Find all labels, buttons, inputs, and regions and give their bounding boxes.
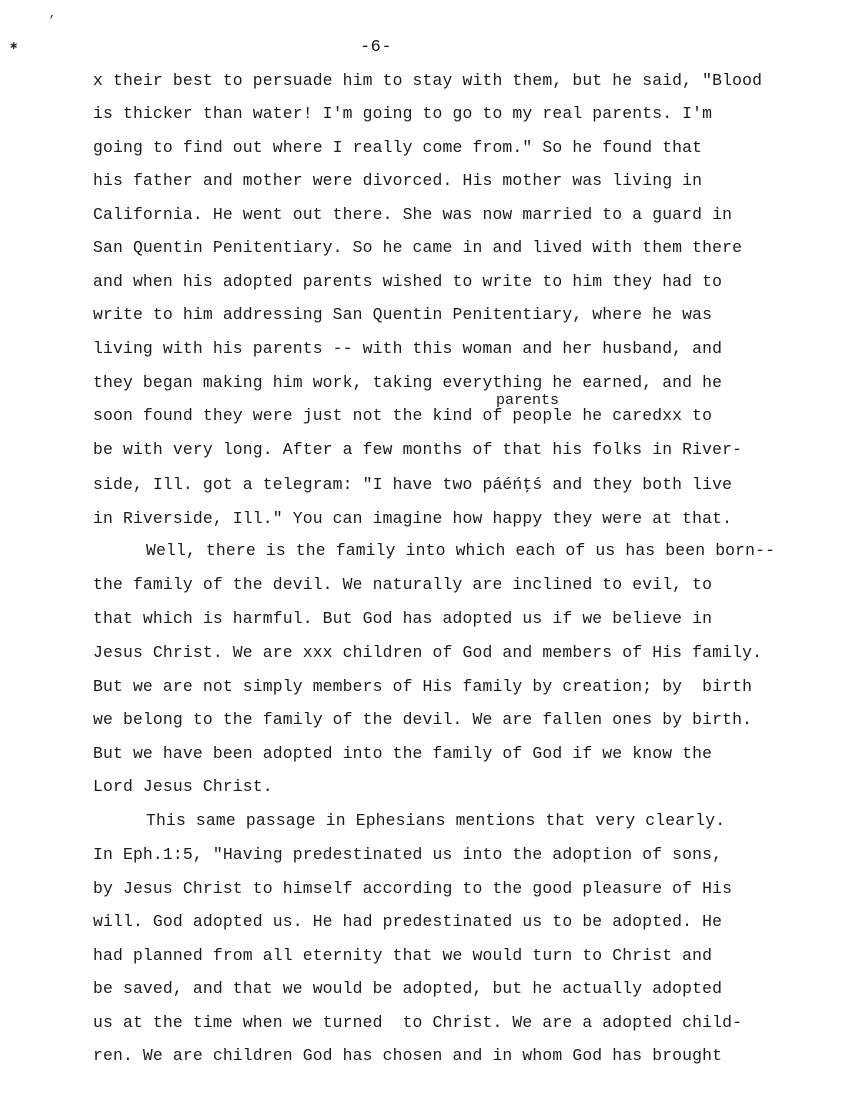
text-line: be with very long. After a few months of that his folks in River- [93,440,743,459]
text-line: had planned from all eternity that we would turn to Christ and [93,946,713,965]
text-line: living with his parents -- with this woman and her husband, and [93,339,723,358]
text-line: soon found they were just not the kind of people he caredxx to [93,406,713,425]
text-line: be saved, and that we would be adopted, but he actually adopted [93,979,723,998]
text-line: Jesus Christ. We are xxx children of God and members of His family. [93,643,763,662]
text-line: we belong to the family of the devil. We are fallen ones by birth. [93,710,753,729]
text-line: going to find out where I really come from." So he found that [93,138,703,157]
text-line: they began making him work, taking everything he earned, and he [93,373,723,392]
text-line: In Eph.1:5, "Having predestinated us into the adoption of sons, [93,845,723,864]
text-line: This same passage in Ephesians mentions that very clearly. [146,811,726,830]
text-line: will. God adopted us. He had predestinated us to be adopted. He [93,912,723,931]
text-line: his father and mother were divorced. His mother was living in [93,171,703,190]
margin-mark-side: ✱ [10,39,18,53]
text-line: and when his adopted parents wished to write to him they had to [93,272,723,291]
text-line: us at the time when we turned to Christ. We are a adopted child- [93,1013,743,1032]
text-line: that which is harmful. But God has adopted us if we believe in [93,609,713,628]
text-line: California. He went out there. She was now married to a guard in [93,205,733,224]
text-line: ren. We are children God has chosen and in whom God has brought [93,1046,723,1065]
text-line: Lord Jesus Christ. [93,777,273,796]
text-line: by Jesus Christ to himself according to the good pleasure of His [93,879,733,898]
text-line: But we have been adopted into the family of God if we know the [93,744,713,763]
text-line: is thicker than water! I'm going to go to my real parents. I'm [93,104,713,123]
text-line: San Quentin Penitentiary. So he came in and lived with them there [93,238,743,257]
text-line: side, Ill. got a telegram: "I have two páéńţś and they both live [93,475,733,494]
interlinear-insertion: parents [496,392,560,409]
text-line: Well, there is the family into which each of us has been born-- [146,541,776,560]
text-line: write to him addressing San Quentin Penitentiary, where he was [93,305,713,324]
text-line: in Riverside, Ill." You can imagine how happy they were at that. [93,509,733,528]
margin-mark-top: ’ [48,14,56,28]
page-number: -6- [359,38,393,57]
text-line: x their best to persuade him to stay with them, but he said, "Blood [93,71,763,90]
text-line: But we are not simply members of His family by creation; by birth [93,677,753,696]
text-line: the family of the devil. We naturally are inclined to evil, to [93,575,713,594]
